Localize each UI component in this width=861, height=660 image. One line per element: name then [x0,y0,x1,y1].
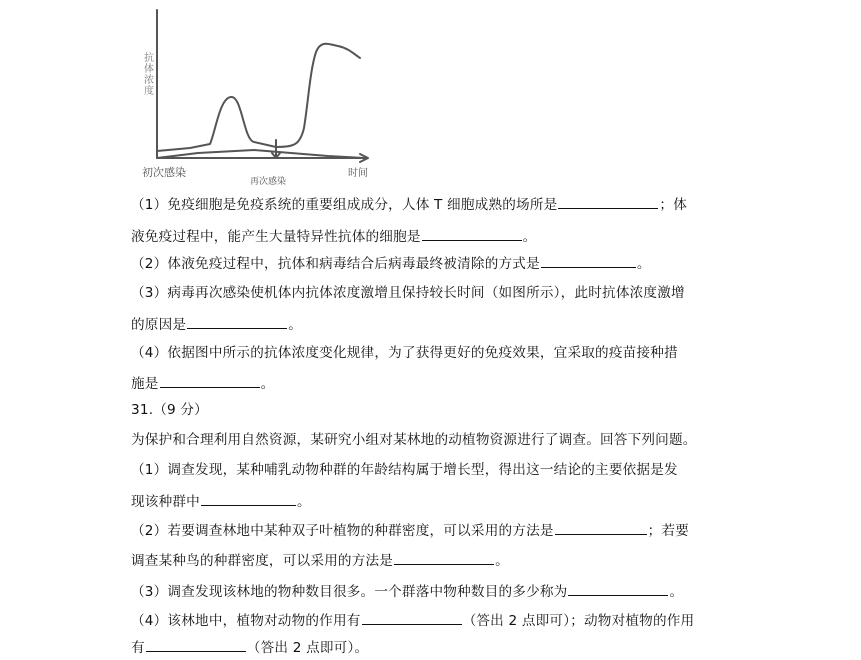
answer-blank[interactable] [187,313,287,329]
q31-header: 31.（9 分） [131,402,208,418]
answer-blank[interactable] [422,225,522,241]
answer-blank[interactable] [146,636,246,652]
q31-intro: 为保护和合理利用自然资源，某研究小组对某林地的动植物资源进行了调查。回答下列问题。 [131,432,697,448]
q30-item2: （2）体液免疫过程中，抗体和病毒结合后病毒最终被清除的方式是 。 [131,252,651,274]
baseline-curve [157,150,364,158]
answer-blank[interactable] [201,490,296,506]
q31-item1-line1: （1）调查发现，某种哺乳动物种群的年龄结构属于增长型，得出这一结论的主要依据是发 [131,462,678,478]
q30-item4-line1: （4）依据图中所示的抗体浓度变化规律，为了获得更好的免疫效果，宜采取的疫苗接种措 [131,345,678,361]
first-infection-label: 初次感染 [142,166,186,179]
answer-blank[interactable] [362,609,462,625]
q31-item2-line2: 调查某种鸟的种群密度，可以采用的方法是 。 [131,549,509,571]
second-infection-label: 再次感染 [250,177,287,187]
time-label: 时间 [348,168,368,179]
y-axis-label: 抗体浓度 [141,52,153,96]
q30-item1-line2: 液免疫过程中，能产生大量特异性抗体的细胞是 。 [131,225,536,247]
q31-item1-line2: 现该种群中 。 [131,490,311,512]
answer-blank[interactable] [558,193,658,209]
q30-item3-line2: 的原因是 。 [131,313,302,335]
answer-blank[interactable] [568,580,668,596]
answer-blank[interactable] [541,252,636,268]
q30-item1-line1: （1）免疫细胞是免疫系统的重要组成成分，人体 T 细胞成熟的场所是 ；体 [131,193,687,215]
answer-blank[interactable] [160,372,260,388]
antibody-concentration-figure [128,0,378,190]
q31-item3: （3）调查发现该林地的物种数目很多。一个群落中物种数目的多少称为 。 [131,580,683,602]
q30-item3-line1: （3）病毒再次感染使机体内抗体浓度激增且保持较长时间（如图所示），此时抗体浓度激增 [131,285,685,301]
answer-blank[interactable] [394,549,494,565]
antibody-curve [157,44,360,151]
q30-item4-line2: 施是 。 [131,372,274,394]
q31-item4-line2: 有 （答出 2 点即可）。 [131,636,368,658]
answer-blank[interactable] [555,519,647,535]
q31-item2-line1: （2）若要调查林地中某种双子叶植物的种群密度，可以采用的方法是 ；若要 [131,519,689,541]
q31-item4-line1: （4）该林地中，植物对动物的作用有 （答出 2 点即可）；动物对植物的作用 [131,609,694,631]
